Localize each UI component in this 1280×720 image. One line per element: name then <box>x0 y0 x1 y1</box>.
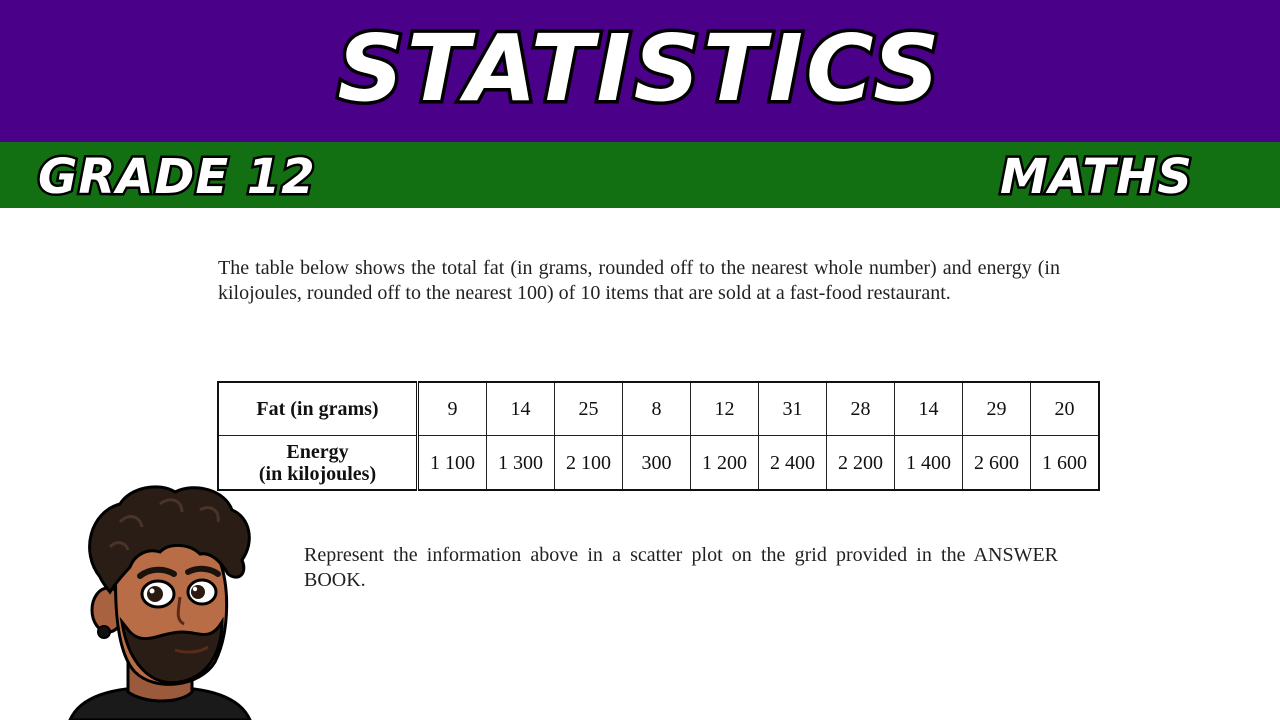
data-table <box>217 381 1100 491</box>
energy-value: 1 300 <box>487 436 555 491</box>
energy-header-line2: (in kilojoules) <box>258 462 377 485</box>
fat-value: 31 <box>759 382 827 436</box>
energy-value: 2 200 <box>827 436 895 491</box>
energy-value: 1 100 <box>418 436 487 491</box>
subject-label: MATHS <box>1000 149 1193 205</box>
energy-value: 1 600 <box>1031 436 1100 491</box>
fat-value: 9 <box>418 382 487 436</box>
energy-value: 300 <box>623 436 691 491</box>
fat-value: 12 <box>691 382 759 436</box>
fat-value: 29 <box>963 382 1031 436</box>
grade-label: GRADE 12 <box>38 149 316 205</box>
teacher-avatar <box>50 482 270 720</box>
energy-row <box>218 436 1099 491</box>
energy-value: 2 400 <box>759 436 827 491</box>
banner-title: STATISTICS <box>337 15 943 122</box>
fat-row <box>218 382 1099 436</box>
fat-value: 25 <box>555 382 623 436</box>
fat-value: 28 <box>827 382 895 436</box>
fat-value: 20 <box>1031 382 1100 436</box>
question-intro: The table below shows the total fat (in grams, rounded off to the nearest whole number) and energy (in kilojoules, rounded off to the nearest 100) of 10 items that are sold at a fast-food restaurant. <box>218 257 1060 304</box>
energy-header-line1: Energy <box>286 440 349 463</box>
fat-value: 8 <box>623 382 691 436</box>
fat-value: 14 <box>895 382 963 436</box>
energy-value: 2 600 <box>963 436 1031 491</box>
energy-value: 2 100 <box>555 436 623 491</box>
energy-value: 1 200 <box>691 436 759 491</box>
fat-header: Fat (in grams) <box>218 382 418 436</box>
question-instruction: Represent the information above in a scatter plot on the grid provided in the ANSWER BOOK. <box>304 544 1058 591</box>
energy-value: 1 400 <box>895 436 963 491</box>
fat-value: 14 <box>487 382 555 436</box>
